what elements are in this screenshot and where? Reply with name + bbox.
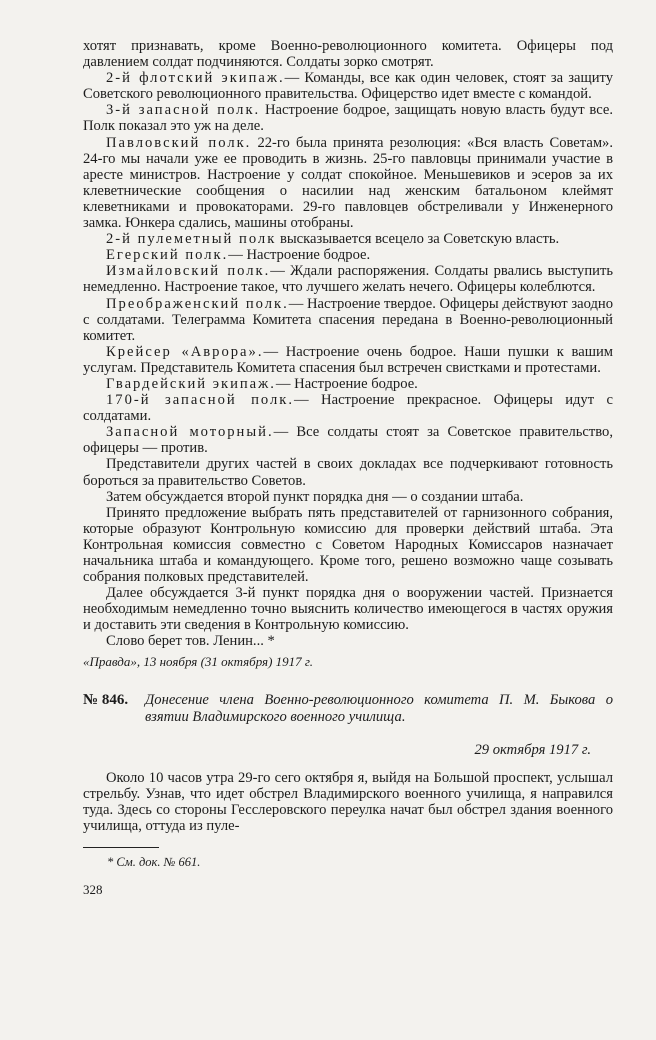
unit-heading: 2-й пулеметный полк	[106, 231, 277, 248]
paragraph: Измайловский полк.— Ждали распоряжения. Солдаты рвались выступить немедленно. Настроение такое, что лучшего желать нечего. Офицеры колеблются.	[83, 263, 613, 296]
footnote: * См. док. № 661.	[107, 855, 201, 870]
paragraph: Представители других частей в своих докладах все подчеркивают готовность бороться за правительство Советов.	[83, 456, 613, 489]
paragraph: Преображенский полк.— Настроение твердое. Офицеры действуют заодно с солдатами. Телеграмма Комитета спасения передана в Военно-революционный комитет.	[83, 295, 613, 344]
document-page	[83, 38, 613, 898]
source-citation: «Правда», 13 ноября (31 октября) 1917 г.	[83, 653, 314, 669]
paragraph: 2-й пулеметный полк высказывается всецело за Советскую власть.	[106, 231, 560, 248]
unit-heading: Крейсер «Аврора».	[106, 343, 264, 360]
unit-heading: 3-й запасной полк.	[106, 102, 261, 119]
paragraph: Запасной моторный.— Все солдаты стоят за Советское правительство, офицеры — против.	[83, 424, 613, 457]
document-title: Донесение члена Военно-революционного комитета П. М. Быкова о взятии Владимирского военного училища.	[145, 691, 613, 725]
unit-heading: Павловский полк.	[106, 134, 252, 151]
paragraph: Крейсер «Аврора».— Настроение очень бодрое. Наши пушки к вашим услугам. Представитель Комитета спасения был встречен свистками и протестами.	[83, 343, 613, 376]
paragraph: Принято предложение выбрать пять представителей от гарнизонного собрания, которые образуют Контрольную комиссию для проверки действий штаба. Эта Контрольная комиссия совместно с Советом Народных Комиссаров назначает начальника штаба и командующего. Кроме того, решено возможно чаще созывать собрания полковых представителей.	[83, 504, 613, 586]
paragraph: Слово берет тов. Ленин... *	[106, 633, 275, 650]
paragraph: Павловский полк. 22-го была принята резолюция: «Вся власть Советам». 24-го мы начали уже ее проводить в жизнь. 25-го павловцы принимали участие в аресте министров. Настроение у солдат спокойное. Меньшевиков и эсеров за их клеветнические сообщения о насилии над женским батальоном клеймят клеветниками и провокаторами. 29-го павловцев обстреливали у Инженерного замка. Юнкера сдались, машины отобраны.	[83, 134, 613, 232]
unit-heading: Преображенский полк.	[106, 295, 289, 312]
footnote-divider	[83, 847, 159, 848]
unit-heading: Запасной моторный.	[106, 424, 274, 441]
paragraph: 3-й запасной полк. Настроение бодрое, защищать новую власть будут все. Полк показал это уж на деле.	[83, 102, 613, 135]
document-number: № 846.	[83, 691, 129, 708]
paragraph: Егерский полк.— Настроение бодрое.	[106, 247, 371, 264]
paragraph: 170-й запасной полк.— Настроение прекрасное. Офицеры идут с солдатами.	[83, 392, 613, 425]
unit-heading: 170-й запасной полк.	[106, 392, 295, 409]
unit-heading: Гвардейский экипаж.	[106, 375, 276, 392]
paragraph: 2-й флотский экипаж.— Команды, все как один человек, стоят за защиту Советского революционного правительства. Офицерство идет вместе с командой.	[83, 70, 614, 103]
document-date: 29 октября 1917 г.	[474, 741, 591, 758]
unit-heading: Егерский полк.	[106, 247, 229, 264]
paragraph: Гвардейский экипаж.— Настроение бодрое.	[106, 375, 418, 392]
paragraph: Около 10 часов утра 29-го сего октября я, выйдя на Большой проспект, услышал стрельбу. Узнав, что идет обстрел Владимирского военного училища, я направился туда. Здесь со стороны Гесслеровского переулка начат был обстрел здания военного училища, оттуда из пуле-	[83, 769, 613, 835]
page-number: 328	[83, 882, 103, 898]
paragraph: Далее обсуждается 3-й пункт порядка дня о вооружении частей. Признается необходимым немедленно точно выяснить количество имеющегося в частях оружия и доставить эти сведения в Контрольную комиссию.	[83, 585, 613, 634]
paragraph: Затем обсуждается второй пункт порядка дня — о создании штаба.	[106, 488, 524, 505]
unit-heading: Измайловский полк.	[106, 263, 271, 280]
paragraph: хотят признавать, кроме Военно-революционного комитета. Офицеры под давлением солдат подчиняются. Солдаты зорко смотрят.	[83, 38, 613, 71]
unit-heading: 2-й флотский экипаж.	[106, 70, 285, 87]
